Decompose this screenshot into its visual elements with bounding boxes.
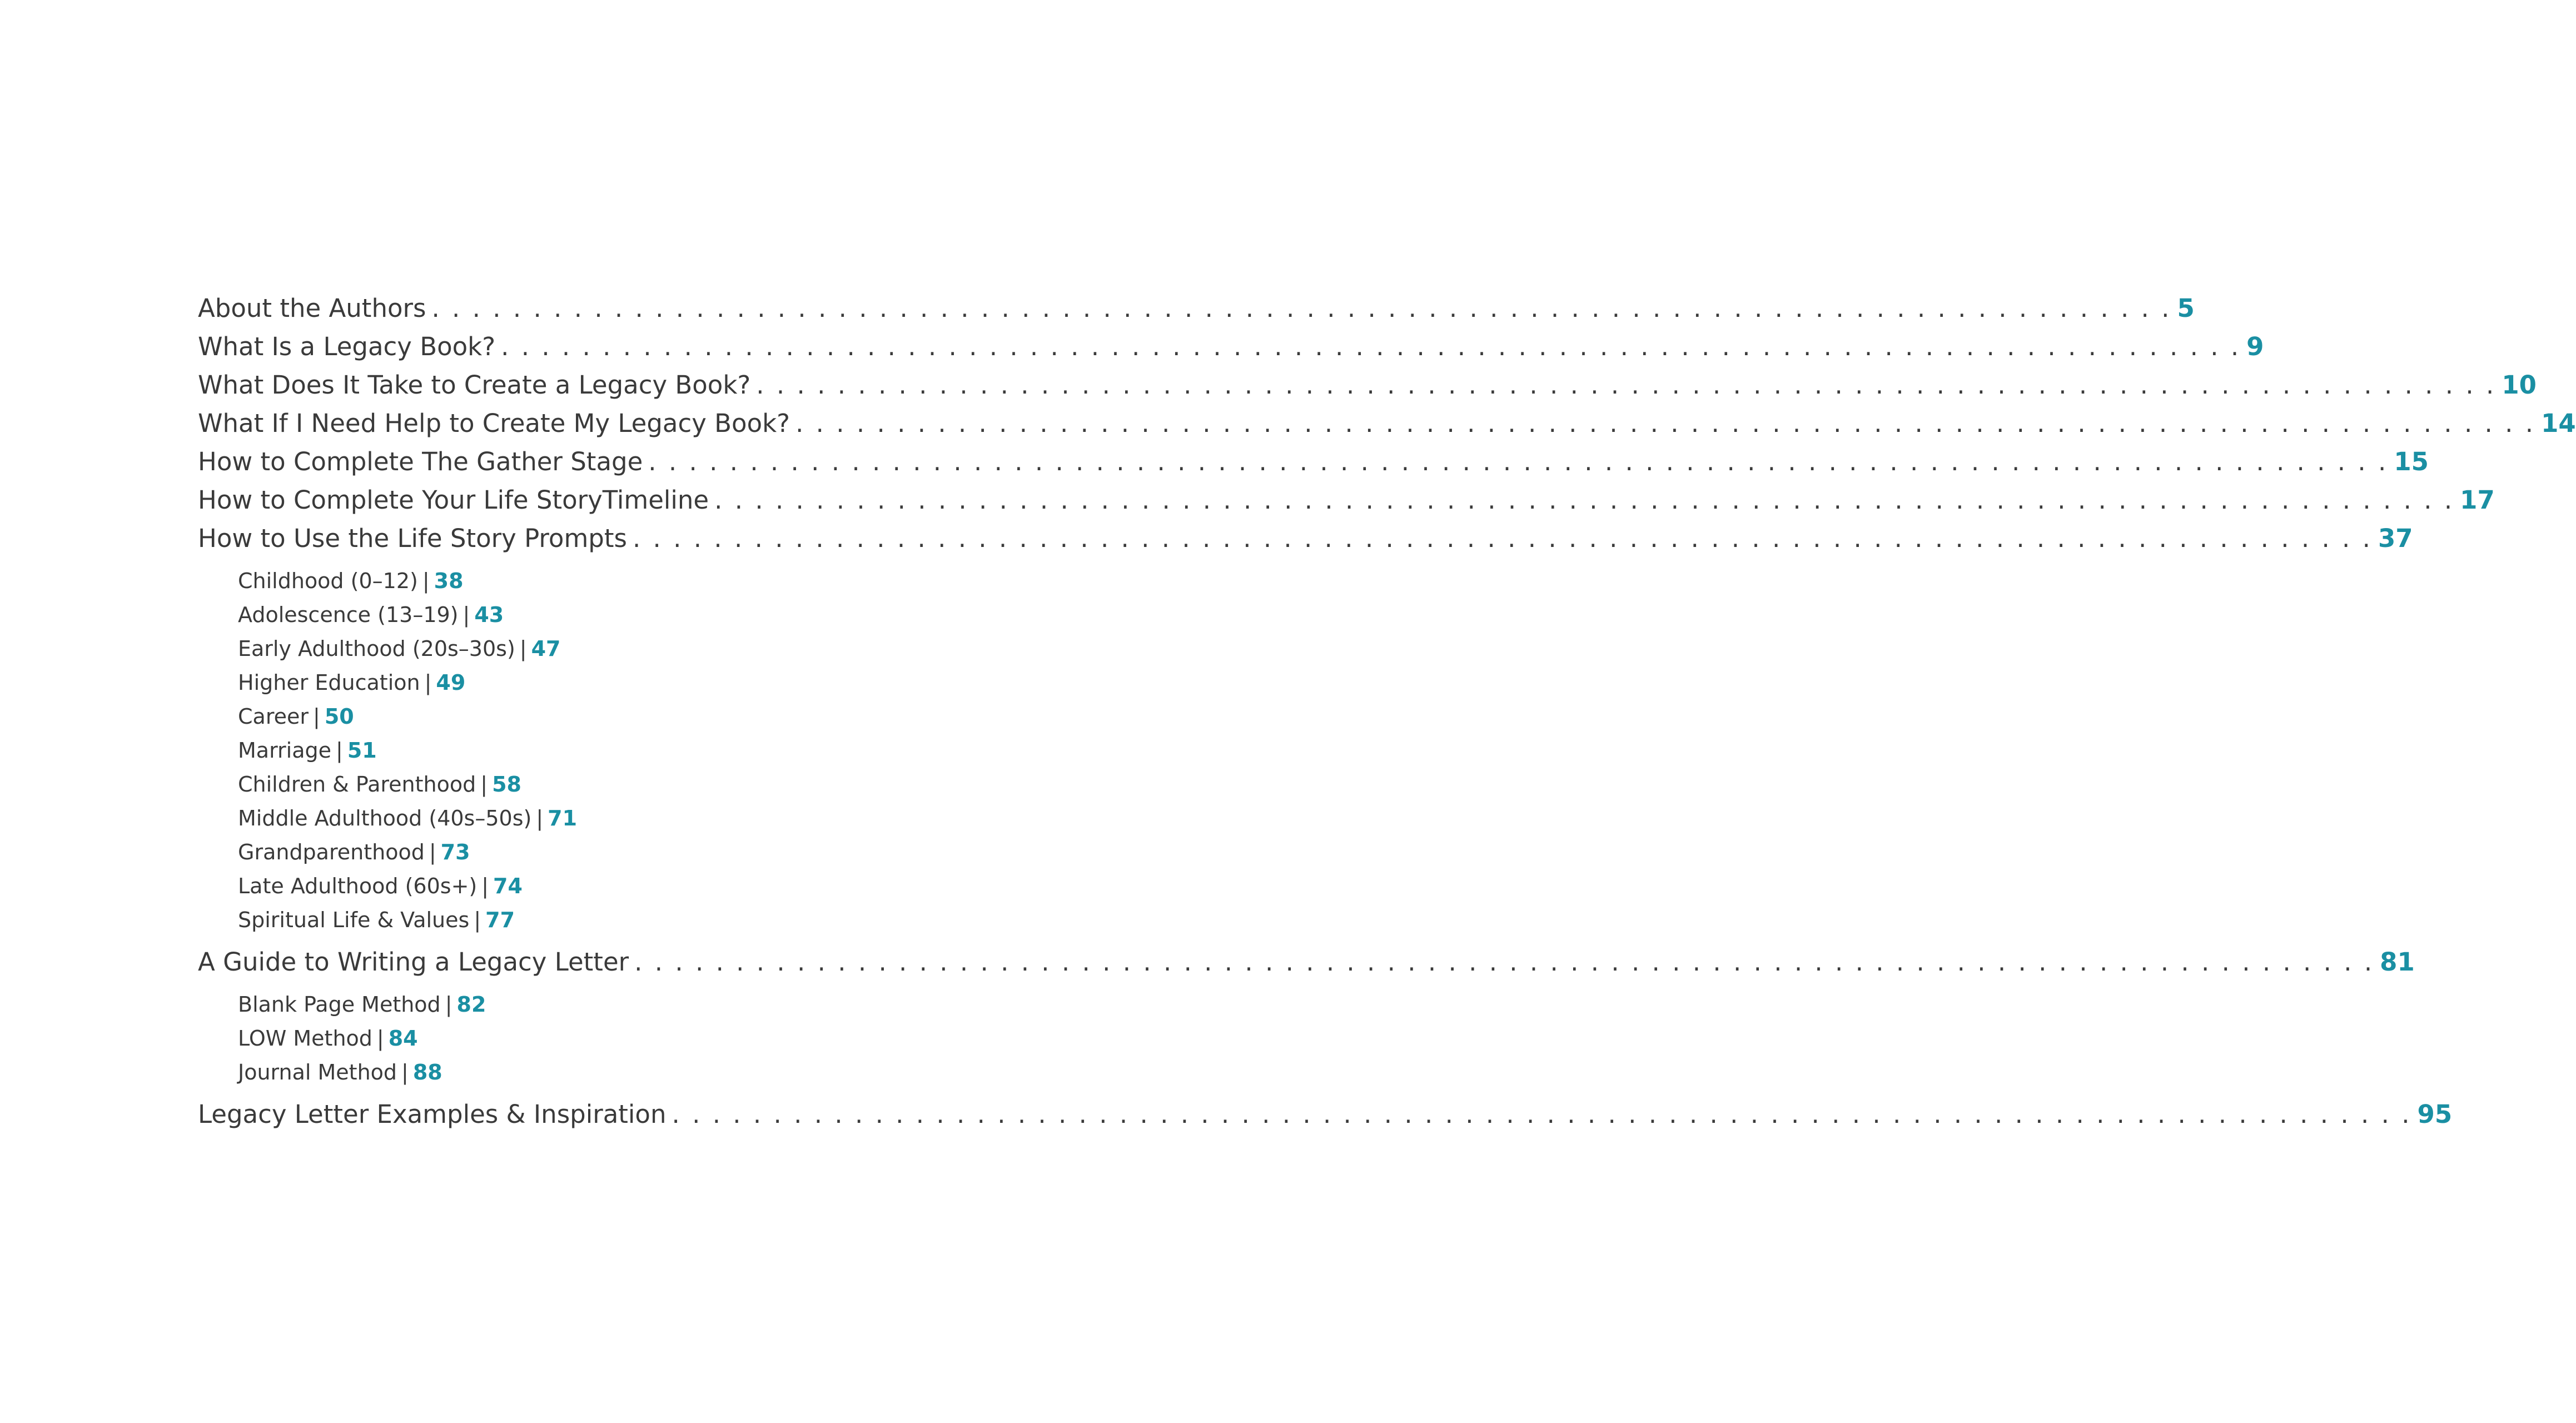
table-of-contents [198,289,2576,1133]
toc-subentry-title: Children & Parenthood [238,772,476,797]
toc-subentry-adolescence[interactable] [238,598,898,632]
toc-entry-life-story-prompts[interactable] [198,519,2413,558]
toc-subentry-title: Adolescence (13–19) [238,603,459,627]
toc-subentry-middle-adulthood[interactable] [238,802,898,835]
toc-subentry-grandparenthood[interactable] [238,835,898,869]
dot-leader: . . . . . . . . . . . . . . . . . . . . . . . . . . . . . . . . . . . . . . . . . . . . . . . . . . . . . . . . . . . . . . . . . . . . . . . . . . . . . . . . . . . . . . [795,409,2536,438]
separator: | [401,1060,409,1084]
dot-leader: . . . . . . . . . . . . . . . . . . . . . . . . . . . . . . . . . . . . . . . . . . . . . . . . . . . . . . . . . . . . . . . . . . . . . . . . . . . . . . . . . . . . . . [648,447,2389,476]
separator: | [422,569,430,593]
toc-page-number: 81 [2380,947,2415,977]
toc-page-number: 49 [436,670,466,695]
toc-page-number: 10 [2502,370,2537,400]
toc-entry-legacy-letter-guide[interactable] [198,943,2415,981]
toc-subentry-title: Higher Education [238,670,420,695]
toc-page-number: 15 [2394,447,2429,476]
separator: | [480,772,488,797]
toc-page-number: 71 [548,806,578,830]
separator: | [474,908,481,932]
toc-page-number: 43 [474,603,504,627]
toc-page-number: 77 [485,908,515,932]
toc-entry-life-story-timeline[interactable] [198,481,2495,519]
separator: | [445,992,452,1017]
toc-subentry-title: Childhood (0–12) [238,569,418,593]
toc-entry-title: What Does It Take to Create a Legacy Book? [198,370,751,400]
toc-page-number: 73 [440,840,470,864]
separator: | [424,670,432,695]
toc-entry-what-does-it-take[interactable] [198,366,2537,404]
toc-entry-title: How to Complete Your Life StoryTimeline [198,485,709,515]
separator: | [519,636,527,661]
toc-entry-about-authors[interactable] [198,289,2195,327]
dot-leader: . . . . . . . . . . . . . . . . . . . . . . . . . . . . . . . . . . . . . . . . . . . . . . . . . . . . . . . . . . . . . . . . . . . . . . . . . . . . . . . . . . . . . . [672,1099,2412,1129]
toc-entry-title: What Is a Legacy Book? [198,332,496,361]
separator: | [336,738,343,763]
toc-subentry-title: LOW Method [238,1026,372,1051]
toc-subentry-title: Journal Method [238,1060,397,1084]
toc-subentry-early-adulthood[interactable] [238,632,898,666]
toc-subentry-title: Late Adulthood (60s+) [238,874,478,898]
toc-subentry-childhood[interactable] [238,564,898,598]
toc-page-number: 95 [2417,1099,2453,1129]
toc-subentry-low-method[interactable] [238,1022,898,1056]
toc-subentry-marriage[interactable] [238,734,898,768]
toc-entry-letter-examples[interactable] [198,1095,2453,1133]
toc-subentry-higher-education[interactable] [238,666,898,700]
toc-subentry-journal-method[interactable] [238,1056,898,1089]
toc-subentry-title: Middle Adulthood (40s–50s) [238,806,532,830]
separator: | [481,874,489,898]
separator: | [313,704,320,729]
toc-entry-title: How to Use the Life Story Prompts [198,524,627,553]
toc-subentry-late-adulthood[interactable] [238,869,898,903]
toc-subentry-blank-page-method[interactable] [238,988,898,1022]
dot-leader: . . . . . . . . . . . . . . . . . . . . . . . . . . . . . . . . . . . . . . . . . . . . . . . . . . . . . . . . . . . . . . . . . . . . . . . . . . . . . . . . . . . . . . [756,370,2497,400]
toc-page-number: 38 [434,569,464,593]
toc-subentry-title: Career [238,704,309,729]
separator: | [463,603,470,627]
toc-page-number: 5 [2177,293,2195,323]
dot-leader: . . . . . . . . . . . . . . . . . . . . . . . . . . . . . . . . . . . . . . . . . . . . . . . . . . . . . . . . . . . . . . . . . . . . . . . . . . . . . . . . . . . . . . [714,485,2455,515]
toc-page-number: 88 [412,1060,442,1084]
separator: | [376,1026,384,1051]
dot-leader: . . . . . . . . . . . . . . . . . . . . . . . . . . . . . . . . . . . . . . . . . . . . . . . . . . . . . . . . . . . . . . . . . . . . . . . . . . . . . . . . . . . . . . [634,947,2375,977]
toc-page-number: 17 [2460,485,2495,515]
toc-page-number: 9 [2246,332,2264,361]
toc-page-number: 58 [492,772,521,797]
toc-page-number: 47 [531,636,561,661]
toc-page-number: 51 [347,738,377,763]
separator: | [429,840,436,864]
toc-subentry-career[interactable] [238,700,898,734]
dot-leader: . . . . . . . . . . . . . . . . . . . . . . . . . . . . . . . . . . . . . . . . . . . . . . . . . . . . . . . . . . . . . . . . . . . . . . . . . . . . . . . . . . . . . . [501,332,2241,361]
toc-entry-title: A Guide to Writing a Legacy Letter [198,947,629,977]
toc-page-number: 37 [2378,524,2413,553]
toc-subentry-children-parenthood[interactable] [238,768,898,802]
toc-entry-title: What If I Need Help to Create My Legacy Book? [198,409,790,438]
toc-subentry-title: Blank Page Method [238,992,441,1017]
toc-entry-title: About the Authors [198,293,426,323]
toc-entry-need-help[interactable] [198,404,2576,442]
toc-page-number: 14 [2541,409,2576,438]
toc-subentry-title: Spiritual Life & Values [238,908,470,932]
toc-page-number: 82 [456,992,486,1017]
dot-leader: . . . . . . . . . . . . . . . . . . . . . . . . . . . . . . . . . . . . . . . . . . . . . . . . . . . . . . . . . . . . . . . . . . . . . . . . . . . . . . . . . . . . . . [431,293,2172,323]
toc-entry-what-is-legacy-book[interactable] [198,327,2264,366]
toc-entry-gather-stage[interactable] [198,442,2429,481]
toc-subentry-title: Grandparenthood [238,840,425,864]
toc-entry-title: Legacy Letter Examples & Inspiration [198,1099,667,1129]
toc-subsection-letter-methods [198,981,898,1095]
toc-subsection-prompts [198,558,898,943]
toc-page-number: 74 [493,874,523,898]
toc-page-number: 50 [324,704,354,729]
toc-page-number: 84 [388,1026,418,1051]
toc-subentry-spiritual-life[interactable] [238,903,898,937]
separator: | [536,806,544,830]
toc-entry-title: How to Complete The Gather Stage [198,447,643,476]
toc-subentry-title: Early Adulthood (20s–30s) [238,636,515,661]
dot-leader: . . . . . . . . . . . . . . . . . . . . . . . . . . . . . . . . . . . . . . . . . . . . . . . . . . . . . . . . . . . . . . . . . . . . . . . . . . . . . . . . . . . . . . [632,524,2373,553]
toc-subentry-title: Marriage [238,738,331,763]
